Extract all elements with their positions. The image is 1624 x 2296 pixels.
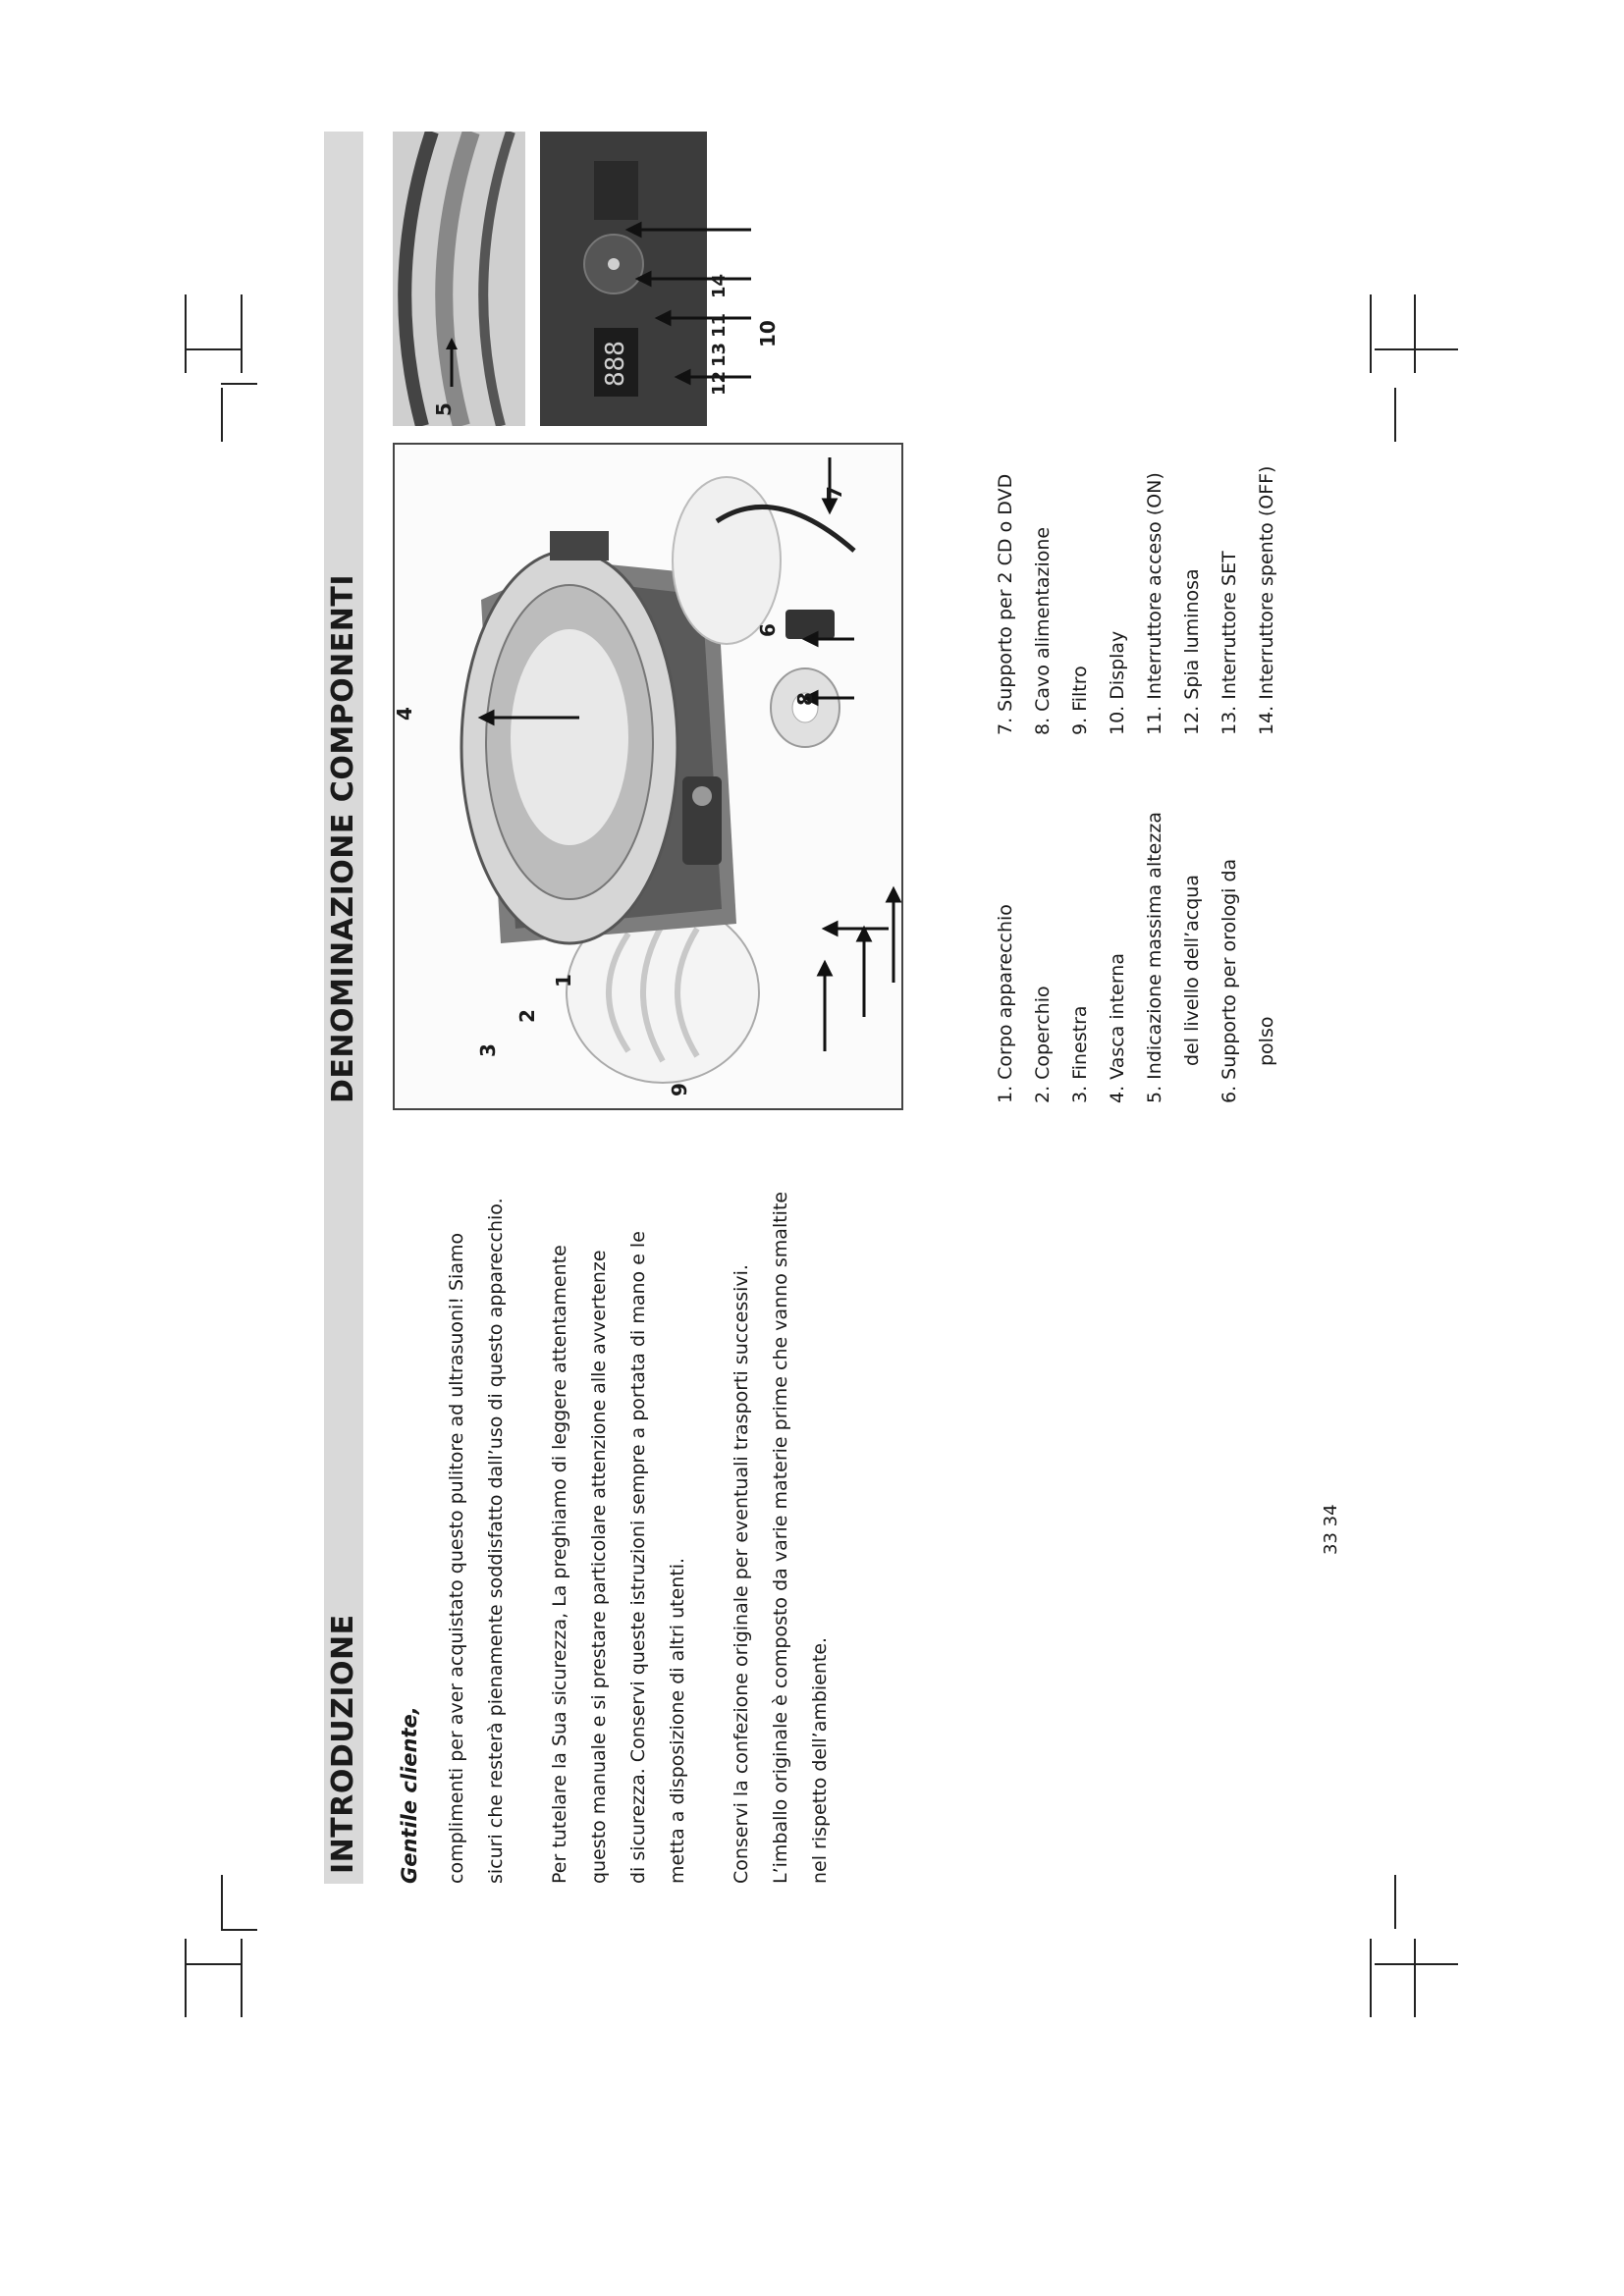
component-item: 2. Coperchio xyxy=(1032,986,1054,1103)
component-item: 6. Supporto per orologi da xyxy=(1218,858,1240,1103)
figure-label: 4 xyxy=(393,707,416,721)
intro-greeting: Gentile cliente, xyxy=(398,1706,421,1884)
figure-label: 3 xyxy=(476,1043,500,1057)
figure-label: 7 xyxy=(823,486,846,500)
component-item: 11. Interruttore acceso (ON) xyxy=(1144,472,1165,735)
component-item-continued: del livello dell’acqua xyxy=(1181,875,1203,1066)
components-list-right xyxy=(987,466,1285,735)
intro-line: Per tutelare la Sua sicurezza, La preghiamo di leggere attentamente xyxy=(549,1245,570,1884)
intro-line: L’imballo originale è composto da varie materie prime che vanno smaltite xyxy=(770,1191,791,1884)
figure-label: 2 xyxy=(515,1009,539,1023)
panel-label: 11 xyxy=(709,312,730,338)
intro-line: questo manuale e si prestare particolare attenzione alle avvertenze xyxy=(588,1250,610,1884)
component-item: 1. Corpo apparecchio xyxy=(995,904,1016,1103)
intro-paragraph-1 xyxy=(437,1198,515,1884)
lid-detail-label: 5 xyxy=(432,402,456,416)
panel-label: 14 xyxy=(709,273,730,298)
page-numbers: 33 34 xyxy=(1321,1504,1341,1555)
intro-title: INTRODUZIONE xyxy=(326,1614,360,1874)
intro-line: complimenti per aver acquistato questo pulitore ad ultrasuoni! Siamo xyxy=(446,1232,467,1884)
panel-label: 13 xyxy=(709,342,730,367)
component-item: 10. Display xyxy=(1107,630,1128,735)
component-item: 5. Indicazione massima altezza xyxy=(1144,812,1165,1103)
lid-detail-figure xyxy=(393,132,525,426)
intro-line: metta a disposizione di altri utenti. xyxy=(667,1557,688,1884)
component-item: 4. Vasca interna xyxy=(1107,953,1128,1103)
panel-label: 10 xyxy=(756,320,780,347)
intro-paragraph-2 xyxy=(540,1231,697,1884)
component-item: 9. Filtro xyxy=(1069,666,1091,735)
components-title: DENOMINAZIONE COMPONENTI xyxy=(326,573,360,1103)
component-item: 12. Spia luminosa xyxy=(1181,568,1203,735)
intro-line: di sicurezza. Conservi queste istruzioni sempre a portata di mano e le xyxy=(627,1231,649,1884)
component-item: 3. Finestra xyxy=(1069,1005,1091,1103)
product-figure xyxy=(393,443,903,1110)
panel-display-readout: 888 xyxy=(601,341,630,387)
component-item: 14. Interruttore spento (OFF) xyxy=(1256,465,1277,735)
component-item-continued: polso xyxy=(1256,1016,1277,1066)
intro-line: Conservi la confezione originale per eventuali trasporti successivi. xyxy=(731,1264,752,1884)
component-item: 8. Cavo alimentazione xyxy=(1032,526,1054,735)
figure-label: 9 xyxy=(668,1083,691,1096)
component-item: 13. Interruttore SET xyxy=(1218,551,1240,735)
figure-label: 6 xyxy=(756,623,780,637)
components-header-bar xyxy=(324,132,363,1113)
intro-line: sicuri che resterà pienamente soddisfatto dall’uso di questo apparecchio. xyxy=(485,1198,507,1884)
figure-label: 8 xyxy=(793,692,817,706)
components-list-left xyxy=(987,812,1285,1103)
component-item: 7. Supporto per 2 CD o DVD xyxy=(995,473,1016,735)
figure-label: 1 xyxy=(552,974,575,988)
intro-line: nel rispetto dell’ambiente. xyxy=(809,1636,831,1884)
intro-paragraph-3 xyxy=(722,1192,839,1884)
panel-label: 12 xyxy=(709,370,730,396)
